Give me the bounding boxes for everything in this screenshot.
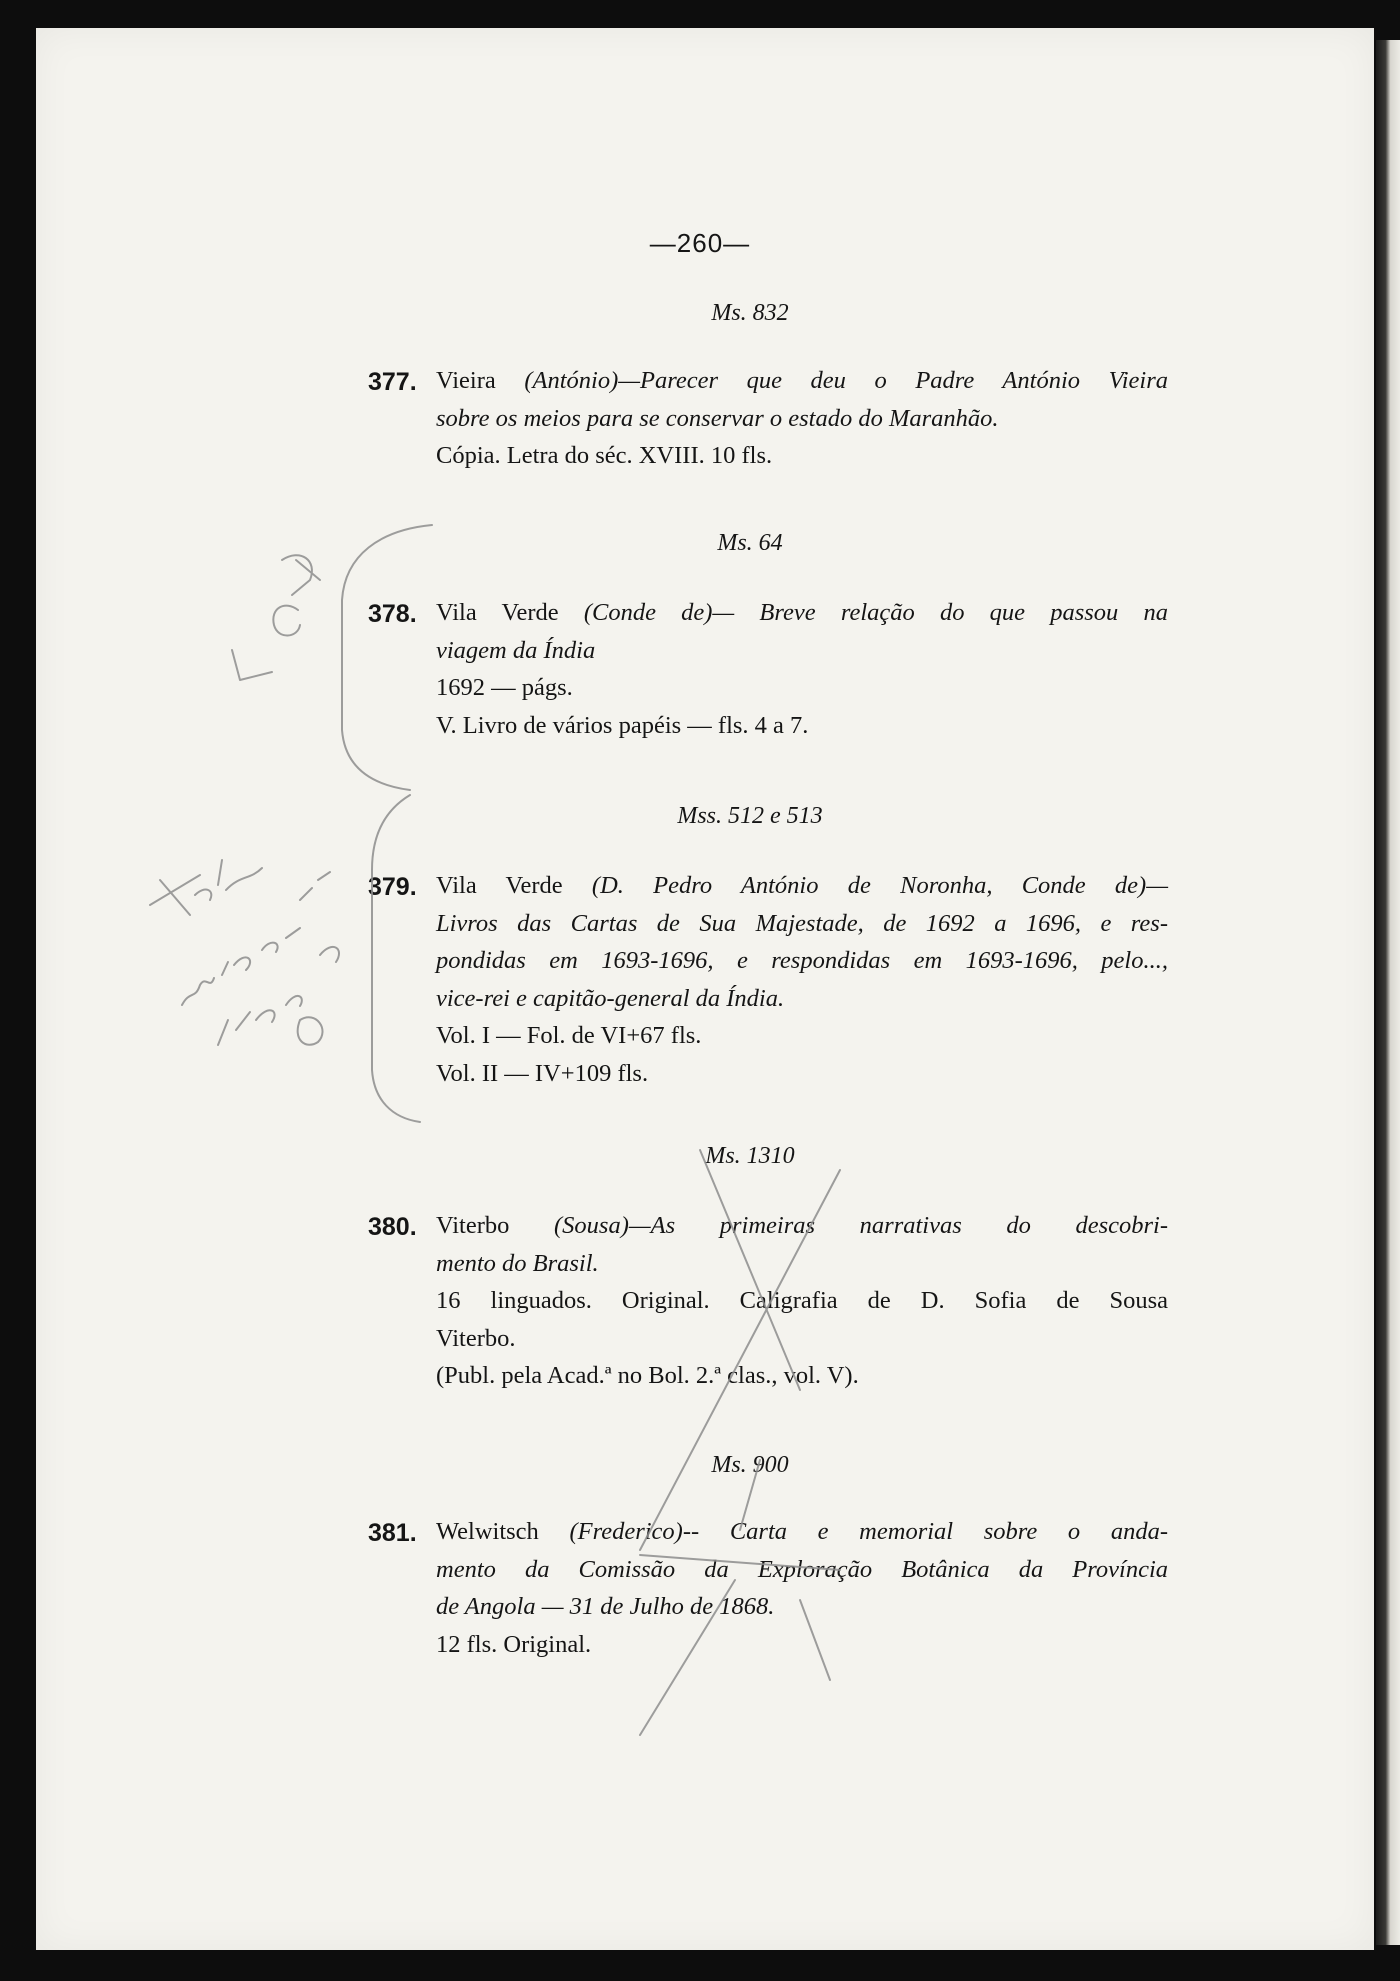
entry-line: 16 linguados. Original. Caligrafia de D. Sofia de Sousa — [436, 1287, 1168, 1314]
entry-number: 379. — [368, 873, 417, 901]
entry-line: Vila Verde (Conde de)— Breve relação do que passou na — [436, 599, 1168, 626]
entry-line: V. Livro de vários papéis — fls. 4 a 7. — [436, 711, 809, 739]
entry-line: Vila Verde (D. Pedro António de Noronha, Conde de)— — [436, 872, 1168, 899]
entry-line: de Angola — 31 de Julho de 1868. — [436, 1593, 775, 1620]
pencil-strike-line — [640, 1580, 735, 1735]
entry-line: 12 fls. Original. — [436, 1630, 592, 1658]
entry-line: Vol. I — Fol. de VI+67 fls. — [436, 1022, 702, 1049]
entry-line: 1692 — págs. — [436, 674, 573, 701]
entry-number: 378. — [368, 600, 417, 628]
entry-line: mento da Comissão da Exploração Botânica da Província — [436, 1555, 1168, 1583]
entry-line: Livros das Cartas de Sua Majestade, de 1692 a 1696, e res- — [436, 909, 1168, 937]
entry-line: Vol. II — IV+109 fls. — [436, 1059, 649, 1087]
handwritten-note-talvez — [182, 928, 300, 1005]
handwritten-note-ver — [282, 555, 320, 595]
handwritten-note-talvez — [298, 1017, 323, 1044]
shelfmark: Ms. 1310 — [705, 1143, 795, 1169]
shelfmark: Mss. 512 e 513 — [677, 803, 823, 829]
margin-bracket — [372, 795, 420, 1122]
shelfmark: Ms. 832 — [711, 300, 789, 326]
pencil-strike-line — [740, 1460, 760, 1530]
handwritten-note-talvez — [218, 996, 302, 1045]
entry-line: Vieira (António)—Parecer que deu o Padre António Vieira — [436, 367, 1168, 394]
margin-bracket — [342, 525, 432, 790]
entry-line: Viterbo (Sousa)—As primeiras narrativas do descobri- — [436, 1212, 1169, 1239]
entry-line: vice-rei e capitão-general da Índia. — [436, 984, 785, 1012]
pencil-strike-line — [700, 1150, 800, 1390]
handwritten-note-talvez — [150, 860, 262, 915]
entry-number: 381. — [368, 1519, 417, 1547]
pencil-strike-line — [640, 1555, 840, 1570]
entry-line: viagem da Índia — [436, 636, 596, 664]
shelfmark: Ms. 900 — [711, 1452, 789, 1478]
pencil-strike-line — [640, 1170, 840, 1550]
shelfmark: Ms. 64 — [717, 530, 783, 556]
page-number: —260— — [649, 228, 751, 258]
entry-number: 380. — [368, 1213, 417, 1241]
handwritten-note-ver — [232, 650, 272, 680]
entry-line: pondidas em 1693-1696, e respondidas em 1693-1696, pelo..., — [436, 947, 1168, 974]
handwritten-note-talvez — [300, 872, 339, 962]
pencil-strike-line — [800, 1600, 830, 1680]
entry-number: 377. — [368, 368, 417, 396]
entry-line: mento do Brasil. — [436, 1249, 599, 1277]
entry-line: Welwitsch (Frederico)-- Carta e memorial sobre o anda- — [436, 1518, 1168, 1545]
entry-line: Viterbo. — [436, 1324, 516, 1352]
entry-line: sobre os meios para se conservar o estado do Maranhão. — [436, 404, 999, 432]
handwritten-note-ver — [273, 606, 300, 636]
entry-line: (Publ. pela Acad.ª no Bol. 2.ª clas., vol. V). — [436, 1362, 859, 1389]
entry-line: Cópia. Letra do séc. XVIII. 10 fls. — [436, 442, 773, 469]
